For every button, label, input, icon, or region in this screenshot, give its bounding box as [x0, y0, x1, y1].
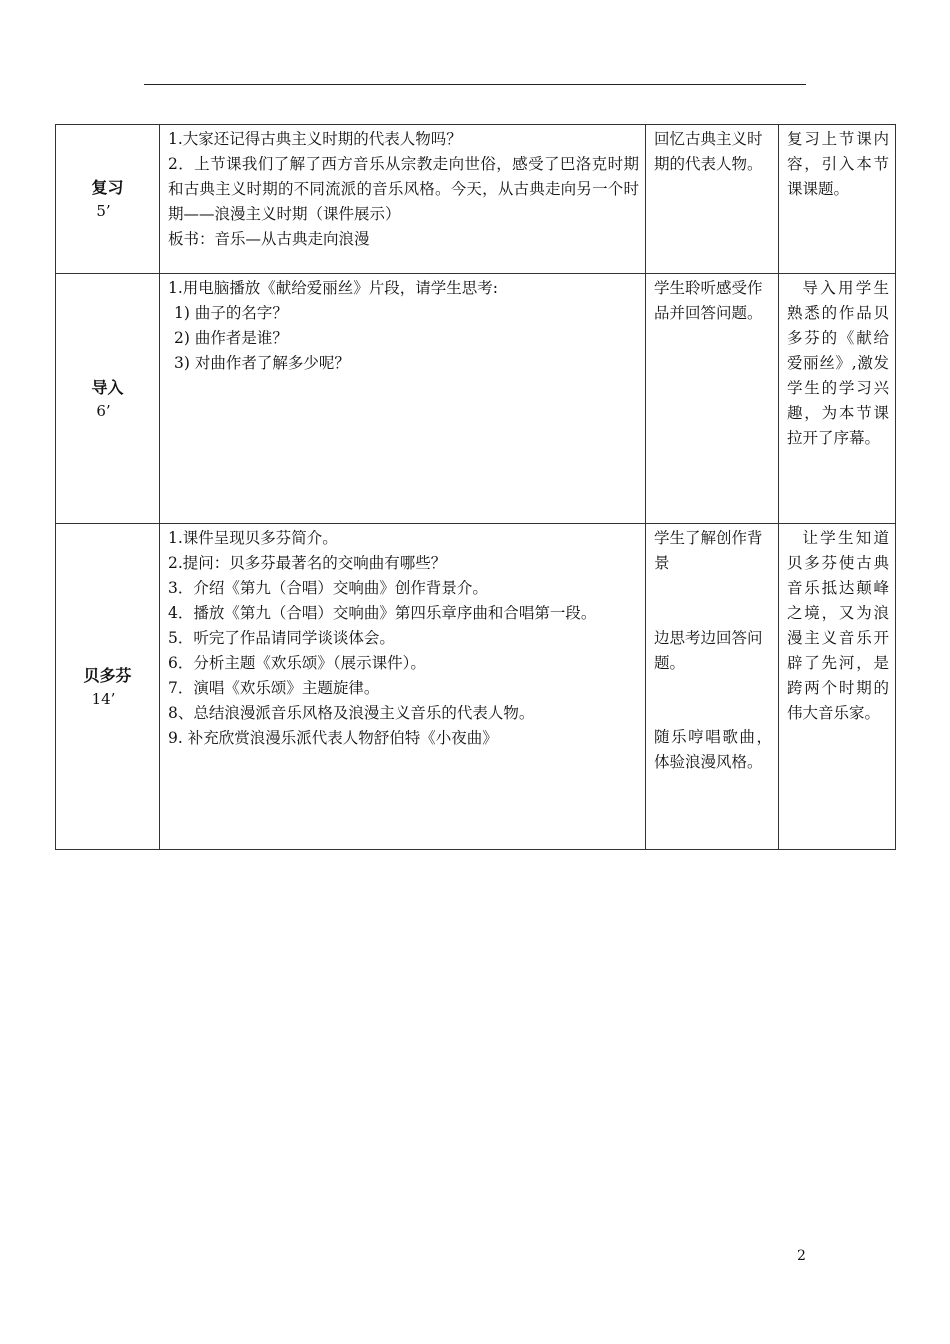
stage-cell — [56, 274, 160, 524]
student-activity: 学生了解创作背景 — [654, 529, 763, 572]
student-activity: 回忆古典主义时期的代表人物。 — [654, 130, 763, 173]
content-line: 7．演唱《欢乐颂》主题旋律。 — [168, 679, 380, 697]
design-intent-cell: 导入用学生熟悉的作品贝多芬的《献给爱丽丝》,激发学生的学习兴趣，为本节课拉开了序幕。 — [779, 274, 896, 524]
content-line: 2．上节课我们了解了西方音乐从宗教走向世俗，感受了巴洛克时期和古典主义时期的不同流派的音乐风格。今天，从古典走向另一个时期——浪漫主义时期（课件展示） — [168, 155, 639, 223]
content-line: 板书：音乐—从古典走向浪漫 — [168, 230, 370, 248]
content-line: 2.提问：贝多芬最著名的交响曲有哪些？ — [168, 554, 447, 572]
content-line: 4．播放《第九（合唱）交响曲》第四乐章序曲和合唱第一段。 — [168, 604, 597, 622]
content-line: 1) 曲子的名字？ — [174, 304, 288, 322]
stage-time: 5’ — [96, 202, 111, 220]
student-activity-cell — [646, 125, 779, 274]
table-row-beethoven — [56, 524, 896, 850]
content-cell — [160, 125, 646, 274]
design-intent-cell: 复习上节课内容，引入本节课课题。 — [779, 125, 896, 274]
content-line: 8、总结浪漫派音乐风格及浪漫主义音乐的代表人物。 — [168, 704, 535, 722]
design-intent-cell: 让学生知道贝多芬使古典音乐抵达颠峰之境，又为浪漫主义音乐开辟了先河，是跨两个时期的伟大音乐家。 — [779, 524, 896, 850]
page-number: 2 — [797, 1248, 806, 1264]
stage-title: 导入 — [91, 377, 124, 397]
content-line: 3) 对曲作者了解多少呢？ — [174, 354, 350, 372]
lesson-plan-table — [55, 124, 896, 850]
student-activity: 边思考边回答问题。 — [654, 629, 763, 672]
stage-cell — [56, 125, 160, 274]
content-cell — [160, 274, 646, 524]
stage-title: 复习 — [91, 178, 124, 197]
stage-time: 6’ — [96, 401, 111, 420]
student-activity-cell — [646, 274, 779, 524]
student-activity-cell — [646, 524, 779, 850]
table-row-intro — [56, 274, 896, 524]
content-line: 1.用电脑播放《献给爱丽丝》片段，请学生思考: — [168, 279, 499, 297]
content-line: 1.课件呈现贝多芬简介。 — [168, 529, 338, 547]
student-activity: 随乐哼唱歌曲，体验浪漫风格。 — [654, 728, 772, 771]
content-line: 3．介绍《第九（合唱）交响曲》创作背景介。 — [168, 579, 488, 597]
content-line: 1.大家还记得古典主义时期的代表人物吗？ — [168, 130, 462, 148]
content-line: 6．分析主题《欢乐颂》（展示课件）。 — [168, 654, 426, 672]
student-activity: 学生聆听感受作品并回答问题。 — [654, 279, 763, 322]
table-row-review — [56, 125, 896, 274]
content-line: 2) 曲作者是谁？ — [174, 329, 288, 347]
stage-time: 14’ — [91, 689, 116, 708]
content-line: 5．听完了作品请同学谈谈体会。 — [168, 629, 395, 647]
stage-title: 贝多芬 — [83, 665, 132, 685]
content-line: 9. 补充欣赏浪漫乐派代表人物舒伯特《小夜曲》 — [168, 729, 498, 747]
stage-cell — [56, 524, 160, 850]
content-cell — [160, 524, 646, 850]
header-rule — [144, 84, 806, 85]
